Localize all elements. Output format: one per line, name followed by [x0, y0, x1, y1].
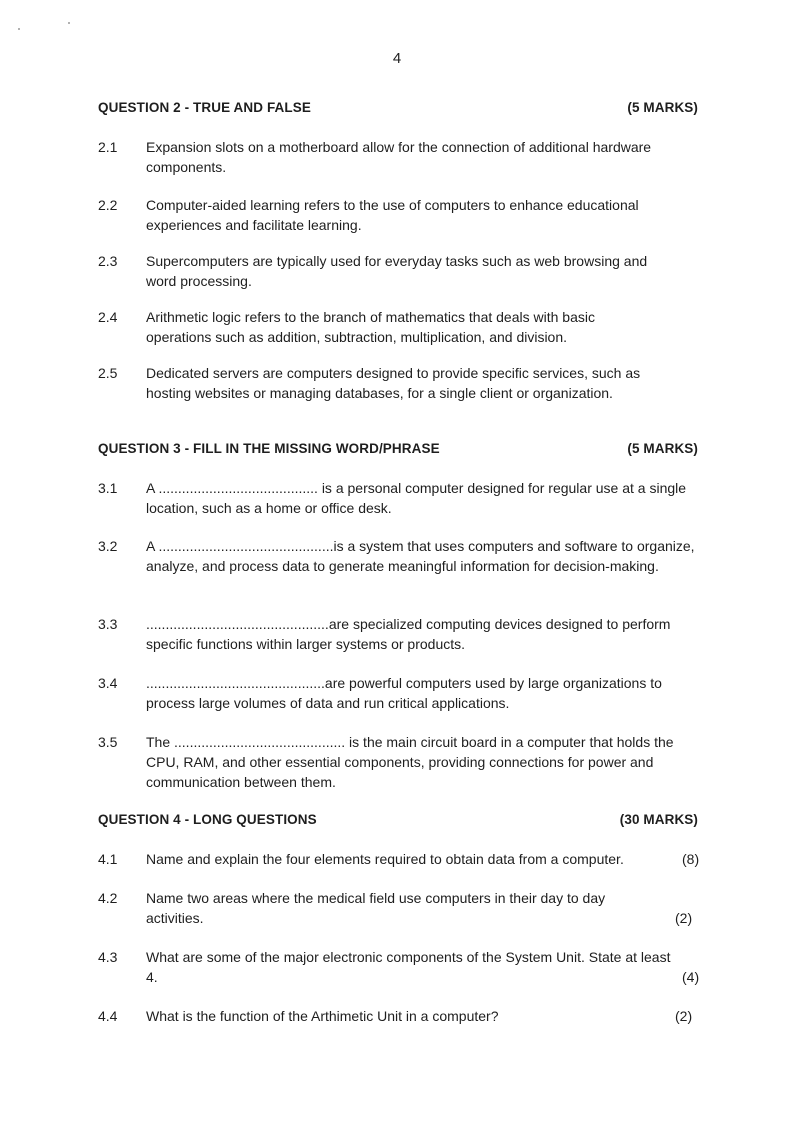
item-text: What are some of the major electronic components of the System Unit. State at least 4.	[146, 949, 671, 985]
question-2-title: QUESTION 2 - TRUE AND FALSE	[98, 100, 311, 115]
item-number: 2.1	[98, 139, 118, 155]
question-4-marks: (30 MARKS)	[619, 812, 698, 827]
item-text: Dedicated servers are computers designed to provide specific services, such as hosting websites or managing databases, for a single client or organization.	[146, 365, 641, 401]
item-number: 4.3	[98, 949, 118, 965]
question-item	[98, 251, 703, 291]
item-number: 2.3	[98, 253, 118, 269]
question-3-title: QUESTION 3 - FILL IN THE MISSING WORD/PHRASE	[98, 441, 440, 456]
item-number: 4.4	[98, 1008, 118, 1024]
question-item	[98, 673, 703, 713]
item-text: Name two areas where the medical field use computers in their day to day activities.	[146, 890, 606, 926]
item-number: 3.3	[98, 616, 118, 632]
item-text: Name and explain the four elements required to obtain data from a computer.	[146, 851, 624, 867]
question-3-heading	[98, 441, 698, 456]
item-number: 4.2	[98, 890, 118, 906]
item-mark: (4)	[682, 969, 700, 985]
question-2-marks: (5 MARKS)	[627, 100, 698, 115]
page-number: 4	[392, 50, 402, 67]
scan-speck	[68, 22, 70, 24]
item-text: ..............................................are powerful computers used by large organizations to process large volumes of data and run critical applications.	[146, 675, 662, 711]
item-number: 3.1	[98, 480, 118, 496]
item-text: Computer-aided learning refers to the use of computers to enhance educational experiences and facilitate learning.	[146, 197, 639, 233]
item-text: Arithmetic logic refers to the branch of mathematics that deals with basic operations such as addition, subtraction, multiplication, and division.	[146, 309, 595, 345]
question-3-marks: (5 MARKS)	[627, 441, 698, 456]
question-2-heading	[98, 100, 698, 115]
question-item	[98, 888, 703, 928]
question-item	[98, 849, 703, 869]
item-mark: (2)	[675, 910, 693, 926]
item-number: 3.4	[98, 675, 118, 691]
item-mark: (2)	[675, 1008, 693, 1024]
question-item	[98, 137, 703, 177]
question-item	[98, 614, 703, 654]
question-4-title: QUESTION 4 - LONG QUESTIONS	[98, 812, 317, 827]
question-item	[98, 732, 703, 792]
question-item	[98, 478, 703, 518]
item-number: 4.1	[98, 851, 118, 867]
scan-speck	[18, 28, 20, 30]
question-item	[98, 1006, 703, 1026]
question-item	[98, 536, 703, 576]
item-number: 2.4	[98, 309, 118, 325]
question-item	[98, 195, 703, 235]
item-text: A ......................................... is a personal computer designed for regular use at a single location, such as a home or office desk.	[146, 480, 687, 516]
item-text: The ............................................ is the main circuit board in a computer that holds the CPU, RAM, and other essential components, providing connections for power and communication between them.	[146, 734, 674, 790]
item-text: ...............................................are specialized computing devices designed to perform specific functions within larger systems or products.	[146, 616, 671, 652]
question-4-heading	[98, 812, 698, 827]
item-mark: (8)	[682, 851, 700, 867]
question-item	[98, 363, 703, 403]
item-number: 2.2	[98, 197, 118, 213]
question-item	[98, 947, 703, 987]
item-text: Supercomputers are typically used for everyday tasks such as web browsing and word processing.	[146, 253, 648, 289]
item-number: 2.5	[98, 365, 118, 381]
item-text: A .............................................is a system that uses computers and software to organize, analyze, and process data to generate meaningful information for decision-making.	[146, 538, 695, 574]
item-number: 3.2	[98, 538, 118, 554]
question-item	[98, 307, 703, 347]
item-text: What is the function of the Arthimetic Unit in a computer?	[146, 1008, 499, 1024]
item-text: Expansion slots on a motherboard allow for the connection of additional hardware components.	[146, 139, 652, 175]
item-number: 3.5	[98, 734, 118, 750]
